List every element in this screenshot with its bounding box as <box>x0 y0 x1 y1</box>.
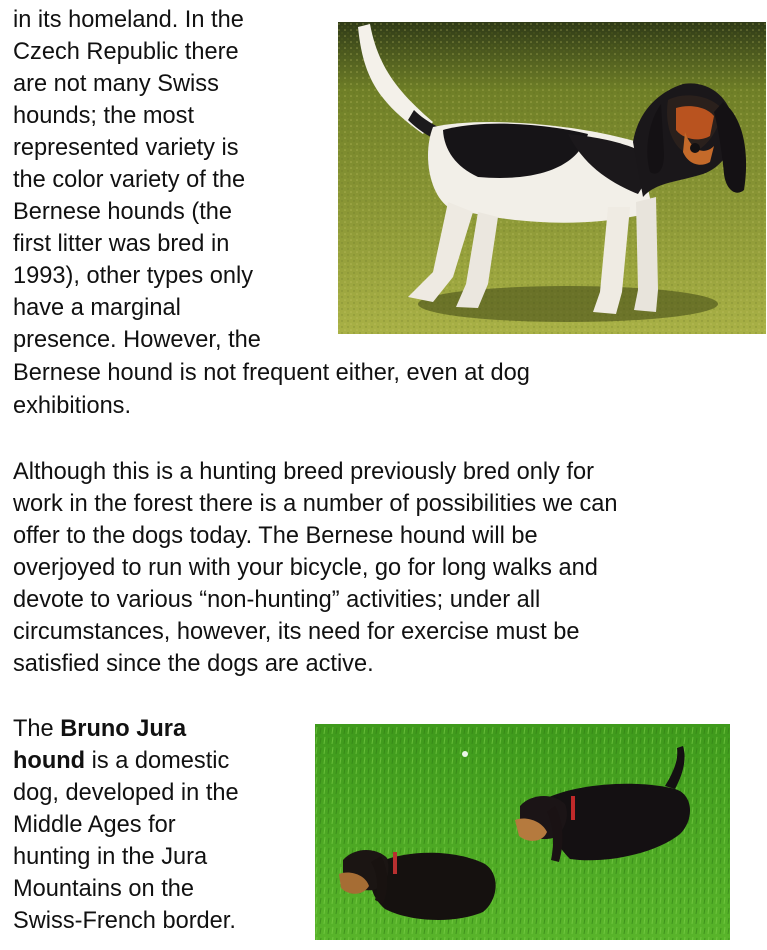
text-segment: is a domestic <box>85 748 230 774</box>
text-line: satisfied since the dogs are active. <box>13 651 374 677</box>
text-line <box>13 745 229 777</box>
text-line: Swiss-French border. <box>13 908 236 934</box>
text-line: offer to the dogs today. The Bernese hound will be <box>13 523 538 549</box>
text-line: presence. However, the <box>13 327 261 353</box>
text-line: have a marginal <box>13 295 181 321</box>
text-line: Middle Ages for <box>13 812 176 838</box>
text-line: work in the forest there is a number of possibilities we can <box>13 491 618 517</box>
text-line: hunting in the Jura <box>13 844 208 870</box>
text-line: Although this is a hunting breed previously bred only for <box>13 459 595 485</box>
text-line: first litter was bred in <box>13 231 230 257</box>
text-line: Bernese hounds (the <box>13 199 233 225</box>
text-line: hounds; the most <box>13 103 194 129</box>
text-line: represented variety is <box>13 135 239 161</box>
text-line: dog, developed in the <box>13 780 239 806</box>
text-line: devote to various “non-hunting” activities; under all <box>13 587 541 613</box>
text-segment: The <box>13 716 61 742</box>
text-line: 1993), other types only <box>13 263 254 289</box>
text-line: overjoyed to run with your bicycle, go for long walks and <box>13 555 598 581</box>
text-line: exhibitions. <box>13 393 132 419</box>
text-line: circumstances, however, its need for exercise must be <box>13 619 580 645</box>
bruno-jura-hounds-photo <box>315 724 730 940</box>
text-line <box>13 713 186 745</box>
text-line: Mountains on the <box>13 876 195 902</box>
text-line: Czech Republic there <box>13 39 239 65</box>
bernese-hound-photo <box>338 22 766 334</box>
text-line: in its homeland. In the <box>13 7 244 33</box>
text-line: Bernese hound is not frequent either, even at dog <box>13 360 530 386</box>
breed-name-bold: Bruno Jura <box>60 716 187 742</box>
text-line: the color variety of the <box>13 167 246 193</box>
breed-name-bold: hound <box>13 748 86 774</box>
text-line: are not many Swiss <box>13 71 219 97</box>
